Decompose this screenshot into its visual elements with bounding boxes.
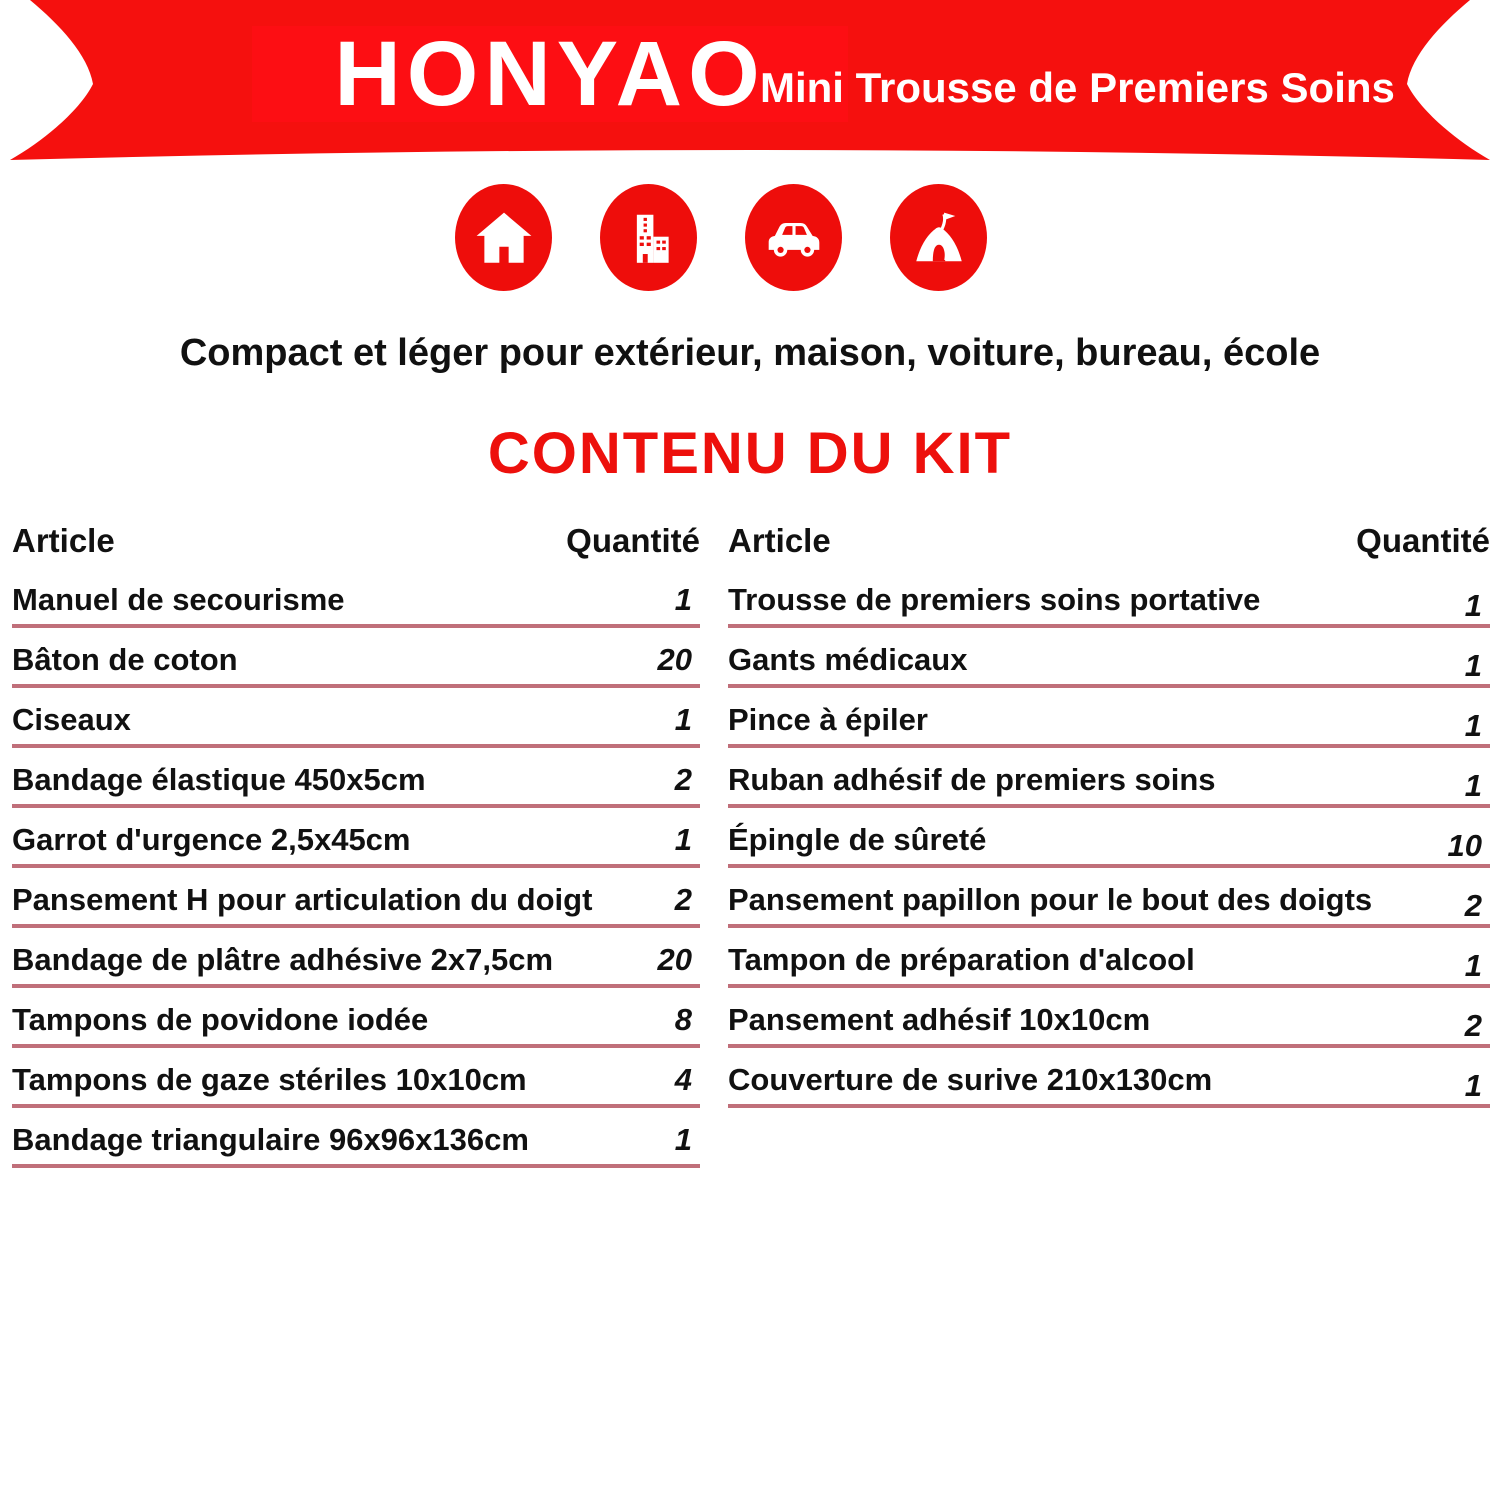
item-label: Bandage de plâtre adhésive 2x7,5cm [12,942,554,977]
item-quantity: 20 [657,942,692,977]
item-quantity: 1 [674,822,692,857]
table-header [728,522,1490,568]
table-row [12,1108,700,1168]
item-label: Tampon de préparation d'alcool [728,942,1195,977]
table-row [728,748,1490,808]
table-row [728,568,1490,628]
item-label: Garrot d'urgence 2,5x45cm [12,822,411,857]
item-label: Manuel de secourisme [12,582,345,617]
table-row [12,628,700,688]
item-label: Ciseaux [12,702,131,737]
item-quantity: 4 [674,1062,692,1097]
table-row [728,808,1490,868]
brand-logo: HONYAO [334,23,766,125]
item-quantity: 1 [674,582,692,617]
item-quantity: 2 [1464,888,1482,923]
item-label: Épingle de sûreté [728,822,987,857]
item-label: Pansement H pour articulation du doigt [12,882,593,917]
table-row [12,1048,700,1108]
item-label: Tampons de gaze stériles 10x10cm [12,1062,527,1097]
table-row [728,868,1490,928]
item-label: Pansement papillon pour le bout des doigts [728,882,1373,917]
item-label: Tampons de povidone iodée [12,1002,429,1037]
item-quantity: 10 [1447,828,1482,863]
table-row [728,988,1490,1048]
quantity-header: Quantité [566,522,700,559]
item-quantity: 1 [1464,768,1482,803]
item-quantity: 1 [1464,1068,1482,1103]
brand-logo-box [252,23,848,125]
item-label: Bâton de coton [12,642,238,677]
item-quantity: 8 [674,1002,692,1037]
table-row [12,748,700,808]
quantity-header: Quantité [1356,522,1490,559]
tagline: Compact et léger pour extérieur, maison, voiture, bureau, école [179,332,1321,374]
table-row [12,928,700,988]
table-row [12,988,700,1048]
home-icon [455,184,552,291]
table-row [728,1048,1490,1108]
item-label: Couverture de surive 210x130cm [728,1062,1213,1097]
item-quantity: 1 [1464,948,1482,983]
kit-contents-table [12,522,1490,1168]
office-building-icon [600,184,697,291]
item-label: Bandage triangulaire 96x96x136cm [12,1122,529,1157]
table-row [12,868,700,928]
table-column-right [728,522,1490,1168]
item-label: Bandage élastique 450x5cm [12,762,426,797]
table-row [728,688,1490,748]
table-row [728,628,1490,688]
table-row [12,568,700,628]
item-label: Ruban adhésif de premiers soins [728,762,1216,797]
table-column-left [12,522,700,1168]
item-quantity: 20 [657,642,692,677]
item-label: Pansement adhésif 10x10cm [728,1002,1151,1037]
item-quantity: 1 [1464,648,1482,683]
item-quantity: 1 [674,702,692,737]
article-header: Article [12,522,115,559]
usage-icons-row [455,184,987,291]
item-quantity: 2 [674,882,692,917]
item-quantity: 2 [1464,1008,1482,1043]
item-label: Gants médicaux [728,642,968,677]
banner-subtitle: Mini Trousse de Premiers Soins [760,64,1395,111]
section-title: CONTENU DU KIT [487,421,1013,486]
item-label: Pince à épiler [728,702,928,737]
item-quantity: 1 [1464,588,1482,623]
item-quantity: 1 [1464,708,1482,743]
item-quantity: 1 [674,1122,692,1157]
table-row [728,928,1490,988]
table-row [12,808,700,868]
item-quantity: 2 [674,762,692,797]
car-icon [745,184,842,291]
tent-icon [890,184,987,291]
item-label: Trousse de premiers soins portative [728,582,1261,617]
table-row [12,688,700,748]
article-header: Article [728,522,831,559]
table-header [12,522,700,568]
